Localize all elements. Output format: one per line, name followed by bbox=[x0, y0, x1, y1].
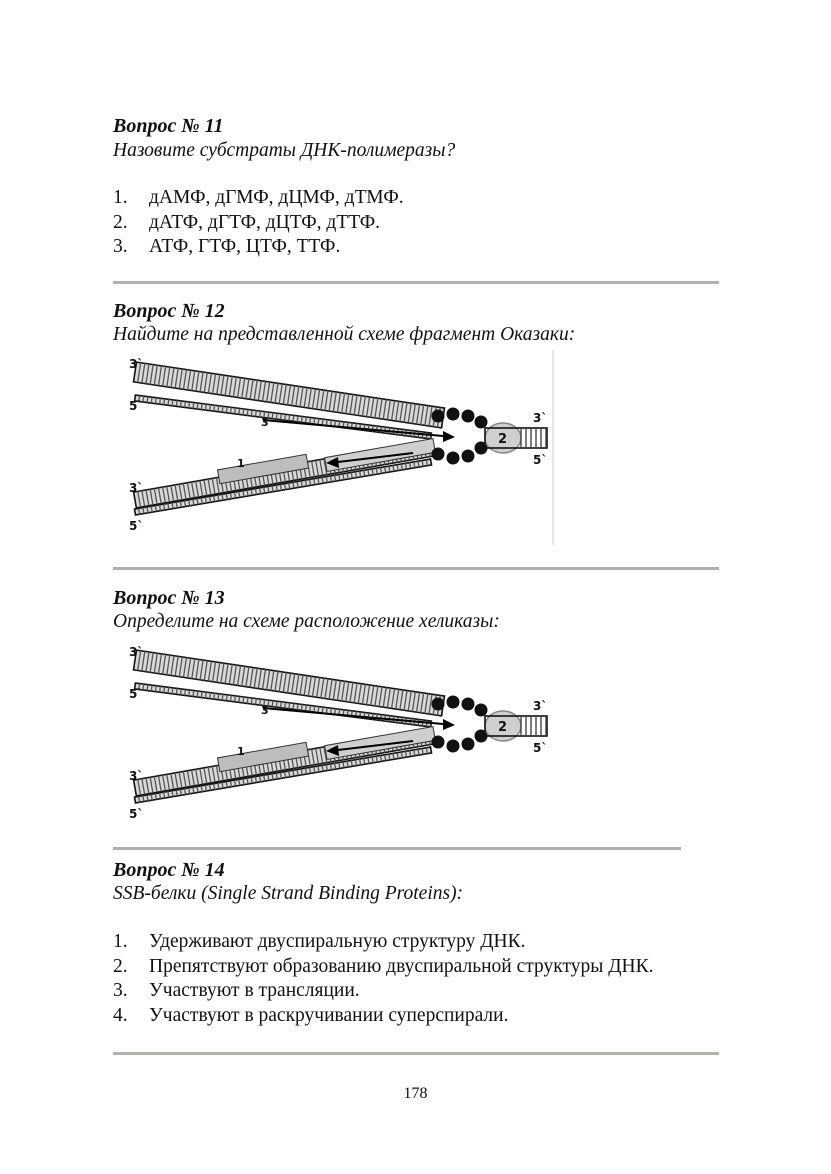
label-3-prime: 3` bbox=[533, 411, 548, 425]
arrow-head bbox=[443, 431, 455, 442]
label-3: 3 bbox=[261, 416, 269, 429]
option-number: 2. bbox=[113, 211, 128, 233]
replication-fork-diagram-q12 bbox=[113, 350, 573, 545]
label-1: 1 bbox=[237, 457, 245, 470]
q11-option-3[interactable] bbox=[113, 235, 404, 260]
q11-title: Вопрос № 11 bbox=[113, 115, 224, 137]
q14-option-1[interactable] bbox=[113, 930, 653, 955]
label-5-prime: 5` bbox=[533, 453, 548, 467]
option-text: Участвуют в трансляции. bbox=[149, 980, 360, 1001]
page-number: 178 bbox=[403, 1085, 428, 1102]
option-text: Препятствуют образованию двуспиральной структуры ДНК. bbox=[149, 955, 654, 977]
option-text: дАМФ, дГМФ, дЦМФ, дТМФ. bbox=[149, 187, 404, 208]
label-3-prime: 3` bbox=[533, 699, 548, 713]
label-1: 1 bbox=[237, 745, 245, 758]
q12-title: Вопрос № 12 bbox=[113, 300, 225, 322]
label-5-prime: 5` bbox=[533, 741, 548, 755]
label-2: 2 bbox=[498, 720, 508, 735]
option-text: Удерживают двуспиральную структуру ДНК. bbox=[149, 931, 526, 952]
label-5-prime: 5` bbox=[129, 399, 144, 413]
label-3: 3 bbox=[261, 704, 269, 717]
arrow-head bbox=[443, 719, 455, 730]
divider bbox=[113, 567, 719, 570]
q13-text: Определите на схеме расположение хеликазы: bbox=[113, 611, 500, 632]
q11-option-1[interactable] bbox=[113, 186, 404, 211]
q14-option-2[interactable] bbox=[113, 955, 653, 980]
q12-text: Найдите на представленной схеме фрагмент Оказаки: bbox=[113, 324, 576, 345]
q14-text: SSB-белки (Single Strand Binding Proteins): bbox=[113, 883, 464, 904]
label-5-prime: 5` bbox=[129, 687, 144, 701]
label-3-prime: 3` bbox=[129, 645, 144, 659]
q14-title: Вопрос № 14 bbox=[113, 859, 225, 881]
label-3-prime: 3` bbox=[129, 769, 144, 783]
label-2: 2 bbox=[498, 432, 508, 447]
divider bbox=[113, 281, 719, 284]
option-text: дАТФ, дГТФ, дЦТФ, дТТФ. bbox=[149, 211, 381, 233]
option-number: 3. bbox=[113, 236, 128, 257]
option-number: 1. bbox=[113, 931, 128, 952]
q14-options bbox=[113, 930, 653, 1028]
divider bbox=[113, 847, 681, 850]
label-3-prime: 3` bbox=[129, 481, 144, 495]
label-3-prime: 3` bbox=[129, 357, 144, 371]
q13-title: Вопрос № 13 bbox=[113, 587, 225, 609]
option-text: Участвуют в раскручивании суперспирали. bbox=[149, 1004, 509, 1026]
option-number: 2. bbox=[113, 955, 128, 977]
option-number: 1. bbox=[113, 187, 128, 208]
option-number: 4. bbox=[113, 1004, 128, 1026]
replication-fork-diagram-q13 bbox=[113, 638, 573, 833]
q14-option-4[interactable] bbox=[113, 1004, 653, 1029]
q11-options bbox=[113, 186, 404, 260]
option-text: АТФ, ГТФ, ЦТФ, ТТФ. bbox=[149, 236, 341, 257]
q11-text: Назовите субстраты ДНК-полимеразы? bbox=[113, 140, 456, 161]
divider bbox=[113, 1052, 719, 1055]
label-5-prime: 5` bbox=[129, 519, 144, 533]
q14-option-3[interactable] bbox=[113, 979, 653, 1004]
label-5-prime: 5` bbox=[129, 807, 144, 821]
q11-option-2[interactable] bbox=[113, 211, 404, 236]
option-number: 3. bbox=[113, 980, 128, 1001]
